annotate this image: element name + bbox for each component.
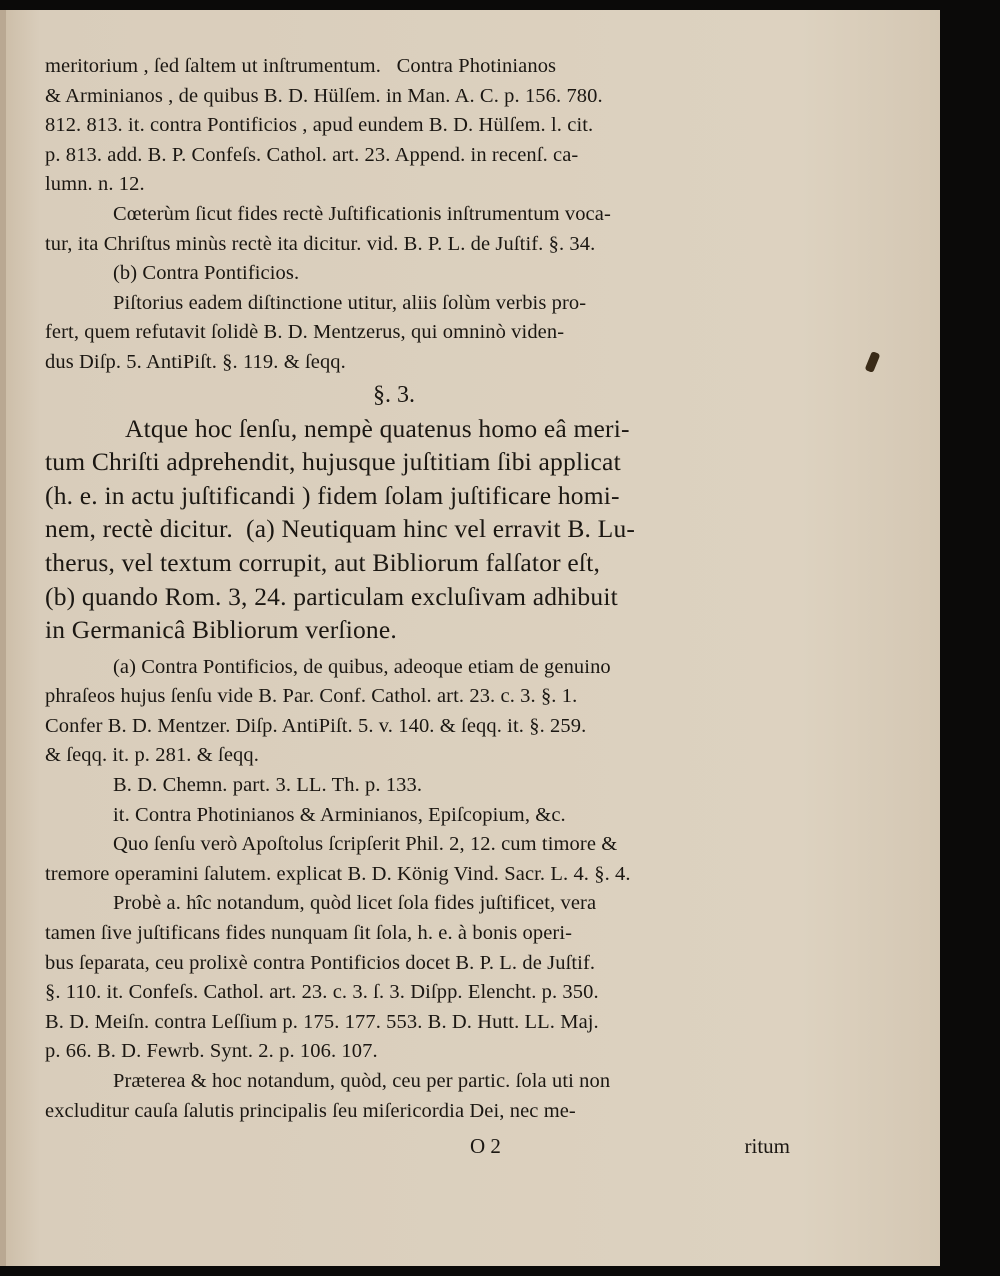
main-text-line: in Germanicâ Bibliorum verſione. [45,615,397,645]
footnote-line: p. 66. B. D. Fewrb. Synt. 2. p. 106. 107. [45,1040,378,1063]
book-page [0,10,940,1266]
footnote-line: B. D. Meiſn. contra Leſſium p. 175. 177. 553. B. D. Hutt. LL. Maj. [45,1010,599,1033]
page-text [45,52,805,1126]
footnote-line: Probè a. hîc notandum, quòd licet ſola fides juſtificet, vera [113,892,597,915]
section-number: §. 3. [373,381,415,408]
footnote-line: tamen ſive juſtificans fides nunquam ſit ſola, h. e. à bonis operi- [45,922,573,945]
main-text-line: (b) quando Rom. 3, 24. particulam excluſivam adhibuit [45,581,618,611]
catchword: ritum [744,1134,790,1158]
ink-mark [865,351,881,373]
footnote-line: Confer B. D. Mentzer. Diſp. AntiPiſt. 5. v. 140. & ſeqq. it. §. 259. [45,714,587,737]
text-line: lumn. n. 12. [45,173,145,196]
footnote-line: & ſeqq. it. p. 281. & ſeqq. [45,744,259,767]
main-text-line: tum Chriſti adprehendit, hujusque juſtitiam ſibi applicat [45,447,621,477]
signature-mark: O 2 [470,1134,501,1158]
text-line: p. 813. add. B. P. Confeſs. Cathol. art. 23. Append. in recenſ. ca- [45,143,579,166]
footnote-line: B. D. Chemn. part. 3. LL. Th. p. 133. [113,774,423,797]
text-line: tur, ita Chriſtus minùs rectè ita dicitur. vid. B. P. L. de Juſtif. §. 34. [45,232,596,255]
footnote-line: excluditur cauſa ſalutis principalis ſeu miſericordia Dei, nec me- [45,1099,576,1122]
page-gutter [0,10,6,1266]
text-line: & Arminianos , de quibus B. D. Hülſem. in Man. A. C. p. 156. 780. [45,84,603,107]
footnote-line: (a) Contra Pontificios, de quibus, adeoque etiam de genuino [113,655,611,678]
main-text-line: (h. e. in actu juſtificandi ) fidem ſolam juſtificare homi- [45,480,620,510]
text-line: 812. 813. it. contra Pontificios , apud eundem B. D. Hülſem. l. cit. [45,114,594,137]
main-text-line: therus, vel textum corrupit, aut Bibliorum falſator eſt, [45,547,601,577]
footnote-line: Præterea & hoc notandum, quòd, ceu per partic. ſola uti non [113,1070,611,1092]
footnote-line: §. 110. it. Confeſs. Cathol. art. 23. c. 3. ſ. 3. Diſpp. Elencht. p. 350. [45,981,599,1004]
footnote-marker-line: (b) Contra Pontificios. [113,262,300,285]
text-line: meritorium , ſed ſaltem ut inſtrumentum. Contra Photinianos [45,55,557,77]
main-text-line: nem, rectè dicitur. (a) Neutiquam hinc vel erravit B. Lu- [45,514,636,544]
footnote-line: bus ſeparata, ceu prolixè contra Pontificios docet B. P. L. de Juſtif. [45,951,596,974]
text-line: fert, quem refutavit ſolidè B. D. Mentzerus, qui omninò viden- [45,321,565,344]
main-text-line: Atque hoc ſenſu, nempè quatenus homo eâ meri- [125,413,630,443]
text-line: Cœterùm ſicut fides rectè Juſtificationis inſtrumentum voca- [113,202,611,225]
text-line: Piſtorius eadem diſtinctione utitur, aliis ſolùm verbis pro- [113,291,587,314]
footnote-line: phraſeos hujus ſenſu vide B. Par. Conf. Cathol. art. 23. c. 3. §. 1. [45,685,578,708]
footnote-line: tremore operamini ſalutem. explicat B. D. König Vind. Sacr. L. 4. §. 4. [45,862,631,885]
footnote-line: it. Contra Photinianos & Arminianos, Epiſcopium, &c. [113,803,566,826]
footnote-line: Quo ſenſu verò Apoſtolus ſcripſerit Phil. 2, 12. cum timore & [113,833,618,856]
text-line: dus Diſp. 5. AntiPiſt. §. 119. & ſeqq. [45,350,346,373]
